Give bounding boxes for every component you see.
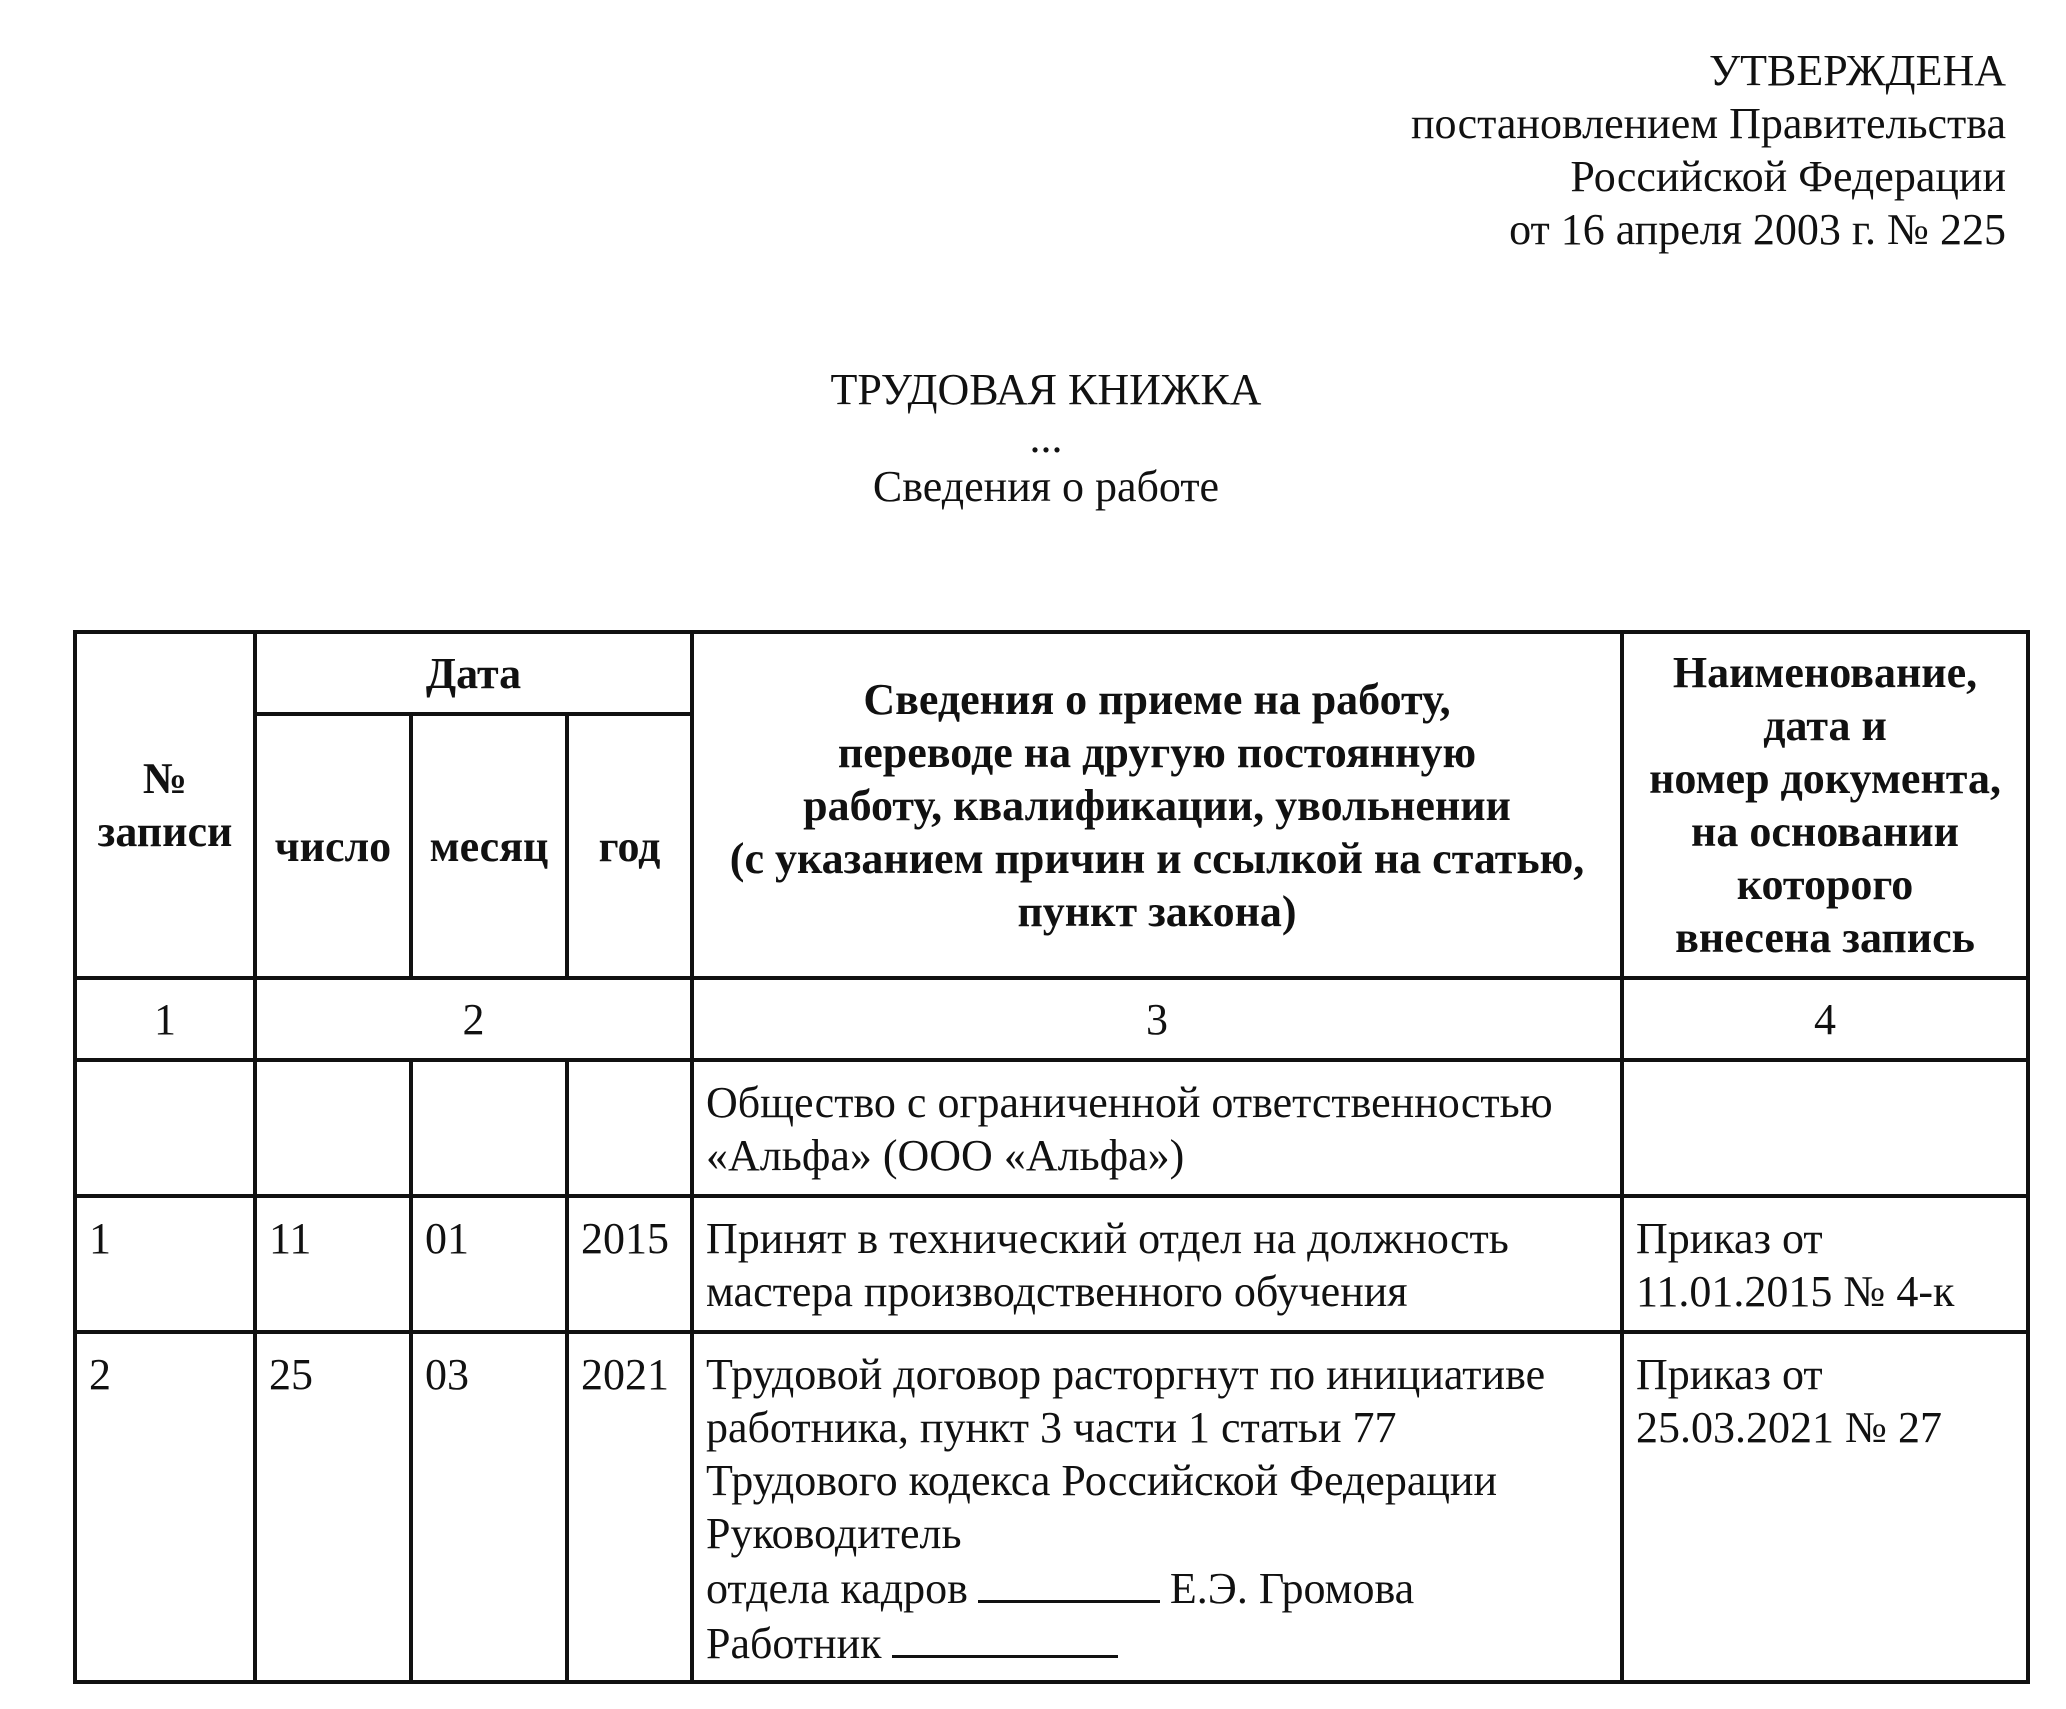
header-record-no-line: записи bbox=[97, 807, 233, 856]
hr-title-line: Руководитель bbox=[706, 1509, 962, 1558]
empty-cell bbox=[75, 1060, 255, 1196]
column-number-row bbox=[75, 978, 2028, 1060]
header-basis-line: внесена запись bbox=[1675, 913, 1975, 962]
header-row-1 bbox=[75, 632, 2028, 714]
title-ellipsis: ... bbox=[1029, 413, 1063, 462]
record-number: 1 bbox=[75, 1196, 255, 1332]
header-year: год bbox=[567, 714, 692, 978]
column-number: 4 bbox=[1622, 978, 2028, 1060]
record-info-line: Трудового кодекса Российской Федерации bbox=[706, 1456, 1497, 1505]
empty-cell bbox=[567, 1060, 692, 1196]
record-year: 2015 bbox=[567, 1196, 692, 1332]
header-basis-line: номер документа, bbox=[1649, 754, 2001, 803]
header-month: месяц bbox=[411, 714, 567, 978]
organization-name bbox=[692, 1060, 1622, 1196]
record-basis-line: Приказ от bbox=[1636, 1350, 1823, 1399]
header-basis-line: на основании bbox=[1691, 807, 1959, 856]
header-work-info-line: Сведения о приеме на работу, bbox=[863, 674, 1451, 724]
record-basis-line: Приказ от bbox=[1636, 1214, 1823, 1263]
section-title: Сведения о работе bbox=[872, 462, 1220, 511]
approval-line-4: от 16 апреля 2003 г. № 225 bbox=[1509, 205, 2006, 254]
header-basis-line: Наименование, bbox=[1672, 648, 1978, 697]
employee-label: Работник bbox=[706, 1619, 882, 1668]
approval-line-3: Российской Федерации bbox=[1570, 152, 2006, 201]
hr-signature-blank bbox=[978, 1560, 1160, 1603]
record-number: 2 bbox=[75, 1332, 255, 1682]
header-work-info-line: (с указанием причин и ссылкой на статью, bbox=[729, 833, 1585, 883]
organization-name-line: «Альфа» (ООО «Альфа») bbox=[706, 1131, 1185, 1180]
header-work-info bbox=[692, 632, 1622, 978]
empty-cell bbox=[411, 1060, 567, 1196]
document-title: ТРУДОВАЯ КНИЖКА bbox=[830, 365, 1262, 414]
record-year: 2021 bbox=[567, 1332, 692, 1682]
empty-cell bbox=[255, 1060, 411, 1196]
record-month: 01 bbox=[411, 1196, 567, 1332]
record-info-line: Принят в технический отдел на должность bbox=[706, 1214, 1509, 1263]
employee-signature-blank bbox=[892, 1615, 1118, 1658]
record-info-line: мастера производственного обучения bbox=[706, 1267, 1408, 1316]
record-basis-line: 11.01.2015 № 4-к bbox=[1636, 1267, 1955, 1316]
record-basis-line: 25.03.2021 № 27 bbox=[1636, 1403, 1942, 1452]
column-number: 1 bbox=[75, 978, 255, 1060]
approval-line-2: постановлением Правительства bbox=[1410, 99, 2006, 148]
approval-block bbox=[1411, 44, 2006, 256]
title-block bbox=[0, 360, 2066, 518]
header-basis-line: дата и bbox=[1763, 701, 1887, 750]
table-row bbox=[75, 1332, 2028, 1682]
header-record-no-line: № bbox=[142, 754, 188, 803]
organization-row bbox=[75, 1060, 2028, 1196]
column-number: 3 bbox=[692, 978, 1622, 1060]
record-month: 03 bbox=[411, 1332, 567, 1682]
header-day: число bbox=[255, 714, 411, 978]
record-info-line: работника, пункт 3 части 1 статьи 77 bbox=[706, 1403, 1397, 1452]
record-basis bbox=[1622, 1196, 2028, 1332]
hr-name: Е.Э. Громова bbox=[1169, 1564, 1415, 1613]
hr-title-text: отдела кадров bbox=[706, 1564, 968, 1613]
record-info bbox=[692, 1196, 1622, 1332]
record-day: 11 bbox=[255, 1196, 411, 1332]
approval-title: УТВЕРЖДЕНА bbox=[1708, 46, 2006, 95]
header-work-info-line: переводе на другую постоянную bbox=[837, 727, 1477, 777]
record-info bbox=[692, 1332, 1622, 1682]
hr-signature-line bbox=[706, 1560, 1610, 1615]
employee-signature-line bbox=[706, 1615, 1610, 1670]
empty-cell bbox=[1622, 1060, 2028, 1196]
table-row bbox=[75, 1196, 2028, 1332]
header-document-basis bbox=[1622, 632, 2028, 978]
header-basis-line: которого bbox=[1736, 860, 1914, 909]
header-work-info-line: работу, квалификации, увольнении bbox=[803, 780, 1511, 830]
column-number: 2 bbox=[255, 978, 692, 1060]
header-date-group: Дата bbox=[255, 632, 692, 714]
work-record-table bbox=[73, 630, 2030, 1684]
record-day: 25 bbox=[255, 1332, 411, 1682]
organization-name-line: Общество с ограниченной ответственностью bbox=[706, 1078, 1553, 1127]
record-basis bbox=[1622, 1332, 2028, 1682]
header-record-no bbox=[75, 632, 255, 978]
header-work-info-line: пункт закона) bbox=[1017, 886, 1297, 936]
record-info-line: Трудовой договор расторгнут по инициативе bbox=[706, 1350, 1546, 1399]
